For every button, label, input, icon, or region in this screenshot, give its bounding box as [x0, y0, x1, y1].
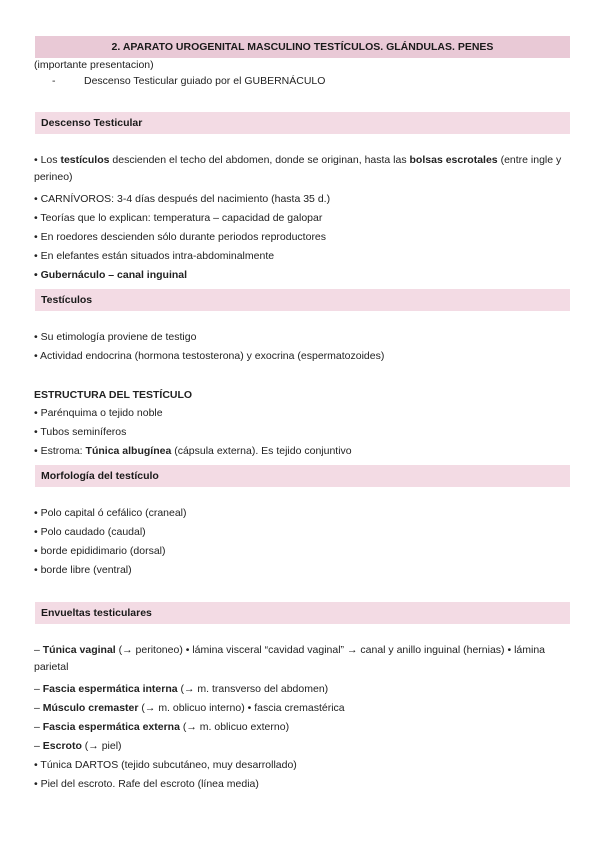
text-run: • Los	[34, 154, 61, 166]
estructura-line-2: • Tubos seminíferos	[34, 426, 127, 438]
text-run: • Estroma:	[34, 445, 86, 457]
dash-bullet: -	[52, 75, 56, 87]
note-item-text: Descenso Testicular guiado por el GUBERNÁCULO	[84, 75, 326, 87]
envueltas-line-4	[34, 719, 564, 736]
document-title-text: 2. APARATO UROGENITAL MASCULINO TESTÍCULOS. GLÁNDULAS. PENES	[111, 41, 494, 53]
text-run: (→ m. transverso del abdomen)	[177, 683, 329, 695]
text-run: (cápsula externa). Es tejido conjuntivo	[171, 445, 352, 457]
text-run-bold: bolsas escrotales	[409, 154, 498, 166]
envueltas-line-2	[34, 681, 564, 698]
note-list-item	[52, 75, 325, 87]
estructura-line-1: • Parénquima o tejido noble	[34, 407, 163, 419]
section-header-descenso	[35, 112, 570, 134]
text-run: –	[34, 740, 43, 752]
descenso-line-4: • En roedores descienden sólo durante periodos reproductores	[34, 231, 327, 243]
envueltas-line-3	[34, 700, 564, 717]
text-run-bold: testículos	[60, 154, 110, 166]
document-title	[35, 36, 570, 58]
text-run: (→ m. oblicuo externo)	[179, 721, 290, 733]
text-run: –	[34, 702, 43, 714]
section-title: Descenso Testicular	[41, 117, 143, 129]
text-run: descienden el techo del abdomen, donde se originan, hasta las	[109, 154, 410, 166]
section-title: Testículos	[41, 294, 93, 306]
section-header-morfologia	[35, 465, 570, 487]
text-run: (→ piel)	[81, 740, 122, 752]
morfologia-line-2: • Polo caudado (caudal)	[34, 526, 146, 538]
envueltas-line-7: • Piel del escroto. Rafe del escroto (línea media)	[34, 778, 259, 790]
section-title: Envueltas testiculares	[41, 607, 152, 619]
text-run: –	[34, 683, 43, 695]
text-run-bold: Túnica albugínea	[85, 445, 172, 457]
testiculos-line-1: • Su etimología proviene de testigo	[34, 331, 197, 343]
morfologia-line-4: • borde libre (ventral)	[34, 564, 132, 576]
estructura-heading: ESTRUCTURA DEL TESTÍCULO	[34, 389, 193, 401]
descenso-line-1	[34, 152, 564, 186]
text-run-bold: Escroto	[42, 740, 82, 752]
section-title: Morfología del testículo	[41, 470, 159, 482]
descenso-line-2: • CARNÍVOROS: 3-4 días después del nacimiento (hasta 35 d.)	[34, 193, 331, 205]
text-run-bold: Túnica vaginal	[42, 644, 116, 656]
morfologia-line-1: • Polo capital ó cefálico (craneal)	[34, 507, 187, 519]
text-run: (→ m. oblicuo interno) • fascia cremastérica	[138, 702, 345, 714]
morfologia-line-3: • borde epididimario (dorsal)	[34, 545, 166, 557]
descenso-line-6: • Gubernáculo – canal inguinal	[34, 269, 188, 281]
descenso-line-5: • En elefantes están situados intra-abdominalmente	[34, 250, 275, 262]
estructura-line-3	[34, 443, 564, 460]
testiculos-line-2: • Actividad endocrina (hormona testosterona) y exocrina (espermatozoides)	[34, 350, 385, 362]
text-run: (entre ingle y perineo)	[34, 154, 562, 183]
envueltas-line-5	[34, 738, 564, 755]
envueltas-line-6: • Túnica DARTOS (tejido subcutáneo, muy desarrollado)	[34, 759, 297, 771]
text-run-bold: Músculo cremaster	[42, 702, 139, 714]
importance-note: (importante presentacion)	[34, 59, 154, 71]
text-run-bold: Fascia espermática interna	[42, 683, 178, 695]
section-header-envueltas	[35, 602, 570, 624]
envueltas-line-1	[34, 642, 564, 676]
text-run: –	[34, 721, 43, 733]
descenso-line-3: • Teorías que lo explican: temperatura – capacidad de galopar	[34, 212, 323, 224]
text-run-bold: Fascia espermática externa	[42, 721, 180, 733]
text-run: –	[34, 644, 43, 656]
section-header-testiculos	[35, 289, 570, 311]
text-run: (→ peritoneo) • lámina visceral “cavidad vaginal” → canal y anillo inguinal (hernias) • lámina parietal	[34, 644, 545, 673]
